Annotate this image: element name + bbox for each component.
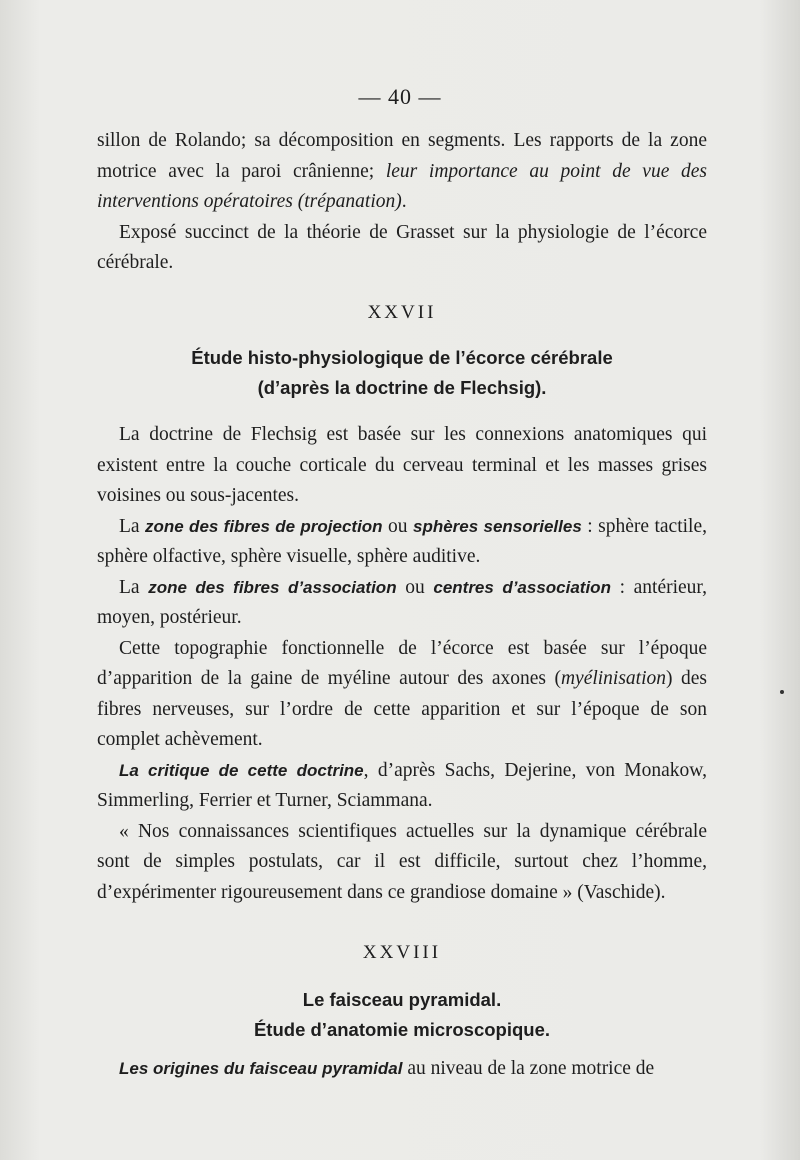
intro-text: sillon de Rolando; sa décomposition en segments. Les rapports de la zone motrice avec la paroi crânienne; bbox=[97, 130, 707, 182]
emphasis-text: zone des fibres d’association bbox=[148, 577, 397, 597]
text: , d’après Sachs, Dejerine, von Monakow, Simmerling, Ferrier et Turner, Sciammana. bbox=[97, 759, 707, 811]
paragraph-topography bbox=[97, 634, 707, 756]
text: Cette topographie fonctionnelle de l’écorce est basée sur l’époque d’apparition de la gaine de myéline autour des axones ( bbox=[97, 637, 707, 689]
page-number: — 40 — bbox=[358, 84, 442, 109]
text: au niveau de la zone motrice de bbox=[402, 1058, 655, 1079]
emphasis-text: zone des fibres de projection bbox=[145, 516, 383, 536]
intro-paragraph-1 bbox=[97, 126, 707, 218]
section-28 bbox=[97, 938, 707, 1045]
section-title-line-2: (d’après la doctrine de Flechsig). bbox=[257, 376, 547, 398]
section-27 bbox=[97, 298, 707, 403]
section-28-body bbox=[97, 1054, 707, 1085]
emphasis-text: centres d’association bbox=[433, 577, 611, 597]
text: ) des fibres nerveuses, sur l’ordre de cette apparition et sur l’époque de son complet achèvement. bbox=[97, 668, 707, 750]
section-title-line-1: Étude histo-physiologique de l’écorce cérébrale bbox=[191, 346, 613, 368]
italic-text: myélinisation bbox=[560, 668, 667, 689]
emphasis-text: La critique de cette doctrine bbox=[119, 760, 364, 780]
paragraph-origins bbox=[97, 1054, 707, 1085]
emphasis-text: sphères sensorielles bbox=[413, 516, 582, 536]
text: ou bbox=[382, 515, 413, 537]
intro-italic-text: leur importance au point de vue des interventions opératoires (trépanation) bbox=[97, 160, 707, 212]
text: La bbox=[119, 576, 149, 598]
intro-paragraph-2: Exposé succinct de la théorie de Grasset sur la physiologie de l’écorce cérébrale. bbox=[97, 221, 707, 273]
text: : sphère tactile, sphère olfactive, sphère visuelle, sphère auditive. bbox=[97, 515, 707, 567]
section-27-body bbox=[97, 420, 707, 908]
paragraph-flechsig: La doctrine de Flechsig est basée sur les connexions anatomiques qui existent entre la couche corticale du cerveau terminal et les masses grises voisines ou sous-jacentes. bbox=[97, 424, 707, 506]
emphasis-text: Les origines du faisceau pyramidal bbox=[119, 1059, 403, 1078]
paragraph-projection bbox=[97, 512, 707, 573]
paragraph-quote: « Nos connaissances scientifiques actuelles sur la dynamique cérébrale sont de simples postulats, car il est difficile, surtout chez l’homme, d’expérimenter rigoureusement dans ce grandiose domaine » (Vaschide). bbox=[97, 820, 707, 903]
section-title-line-1: Le faisceau pyramidal. bbox=[302, 988, 502, 1010]
section-number: XXVII bbox=[367, 302, 437, 323]
paragraph-critique bbox=[97, 756, 707, 817]
section-number: XXVIII bbox=[362, 942, 442, 963]
text: ou bbox=[396, 576, 434, 598]
intro-block bbox=[97, 126, 707, 279]
intro-end: . bbox=[401, 191, 407, 212]
paragraph-association bbox=[97, 573, 707, 634]
scan-speck bbox=[780, 690, 784, 694]
text: : antérieur, moyen, postérieur. bbox=[97, 576, 708, 628]
text: La bbox=[119, 515, 146, 537]
section-title-line-2: Étude d’anatomie microscopique. bbox=[253, 1018, 551, 1040]
